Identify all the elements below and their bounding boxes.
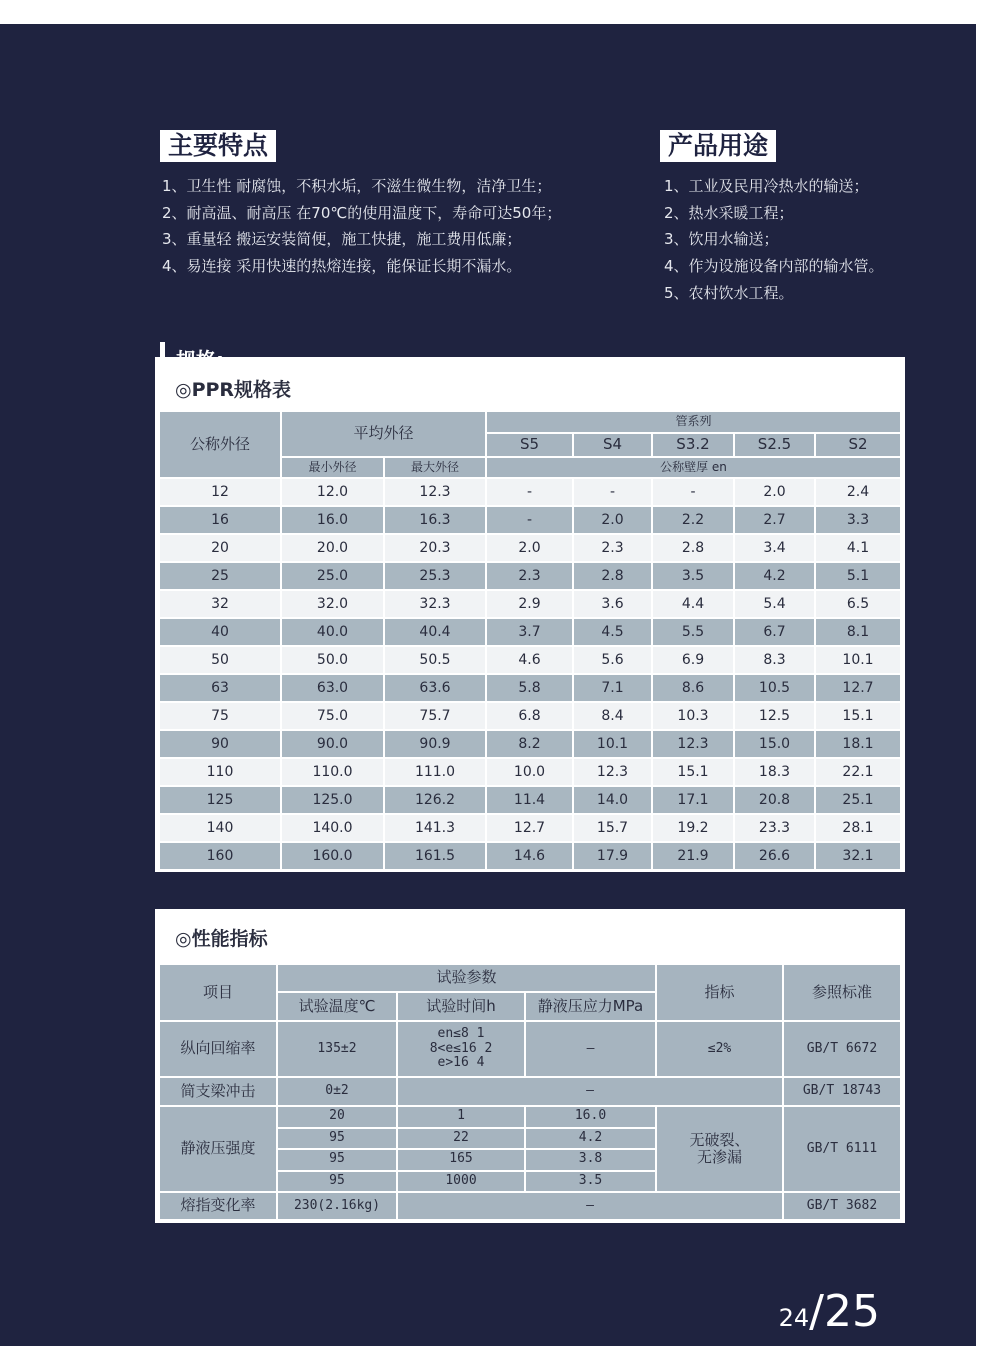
perf-cell: ≤2% (657, 1022, 782, 1076)
table-cell: 12.7 (487, 815, 572, 841)
table-cell: 10.1 (574, 731, 651, 757)
table-cell: 110 (160, 759, 280, 785)
table-cell: 15.7 (574, 815, 651, 841)
table-cell: 4.2 (735, 563, 814, 589)
table-cell: 160 (160, 843, 280, 869)
table-cell: 15.0 (735, 731, 814, 757)
header-series-S2: S2 (816, 434, 900, 456)
perf-header-standard: 参照标准 (784, 965, 900, 1020)
spec-panel (155, 357, 905, 872)
table-cell: 110.0 (282, 759, 383, 785)
table-cell: 26.6 (735, 843, 814, 869)
page-number-slash: / (809, 1286, 824, 1337)
table-cell: 10.5 (735, 675, 814, 701)
table-cell: 3.5 (653, 563, 733, 589)
table-cell: 6.9 (653, 647, 733, 673)
use-item: 5、农村饮水工程。 (664, 283, 794, 302)
perf-cell: 1 (398, 1107, 524, 1127)
table-cell: 3.4 (735, 535, 814, 561)
perf-row-name: 静液压强度 (160, 1107, 276, 1191)
table-cell: 8.4 (574, 703, 651, 729)
table-cell: 19.2 (653, 815, 733, 841)
table-cell: 22.1 (816, 759, 900, 785)
table-cell: 3.7 (487, 619, 572, 645)
table-cell: 3.3 (816, 507, 900, 533)
perf-cell: GB/T 6672 (784, 1022, 900, 1076)
table-cell: 16 (160, 507, 280, 533)
header-series-S5: S5 (487, 434, 572, 456)
perf-cell-index-lines: 无破裂、 无渗漏 (657, 1107, 782, 1191)
table-cell: 18.3 (735, 759, 814, 785)
table-cell: 40.0 (282, 619, 383, 645)
table-cell: 5.4 (735, 591, 814, 617)
perf-cell: 20 (278, 1107, 396, 1127)
table-cell: 20.8 (735, 787, 814, 813)
table-cell: 12.3 (385, 479, 485, 505)
perf-table-title: ◎性能指标 (175, 928, 268, 950)
perf-header-time: 试验时间h (398, 993, 524, 1020)
table-cell: 32.3 (385, 591, 485, 617)
table-cell: 14.6 (487, 843, 572, 869)
table-cell: 4.6 (487, 647, 572, 673)
perf-cell: 230(2.16kg) (278, 1193, 396, 1219)
perf-header-index: 指标 (657, 965, 782, 1020)
table-cell: 126.2 (385, 787, 485, 813)
perf-cell: 1000 (398, 1172, 524, 1192)
table-cell: 5.1 (816, 563, 900, 589)
perf-header-temp: 试验温度℃ (278, 993, 396, 1020)
table-cell: 21.9 (653, 843, 733, 869)
table-cell: 40.4 (385, 619, 485, 645)
table-cell: 17.1 (653, 787, 733, 813)
feature-item: 3、重量轻 搬运安装简便，施工快捷，施工费用低廉； (162, 230, 522, 249)
table-cell: 20.0 (282, 535, 383, 561)
perf-row-name: 简支梁冲击 (160, 1078, 276, 1105)
table-cell: 141.3 (385, 815, 485, 841)
table-cell: 7.1 (574, 675, 651, 701)
table-cell: 16.0 (282, 507, 383, 533)
feature-item: 2、耐高温、耐高压 在70℃的使用温度下，寿命可达50年； (162, 203, 562, 222)
table-cell: 4.1 (816, 535, 900, 561)
perf-cell: – (398, 1078, 782, 1105)
table-cell: 2.0 (735, 479, 814, 505)
header-pipe-series: 管系列 (487, 412, 900, 432)
perf-cell-time-lines: en≤8 1 8<e≤16 2 e>16 4 (398, 1022, 524, 1076)
page-number-left: 24 (778, 1304, 810, 1332)
table-cell: 25.3 (385, 563, 485, 589)
table-cell: 63 (160, 675, 280, 701)
uses-list (664, 173, 884, 306)
perf-cell: 3.8 (526, 1150, 655, 1170)
table-cell: 2.3 (574, 535, 651, 561)
table-cell: 2.0 (487, 535, 572, 561)
header-min-diameter: 最小外径 (282, 458, 383, 477)
perf-row-name: 纵向回缩率 (160, 1022, 276, 1076)
header-nominal-diameter: 公称外径 (160, 412, 280, 477)
table-cell: 2.0 (574, 507, 651, 533)
table-cell: 63.0 (282, 675, 383, 701)
perf-cell: 135±2 (278, 1022, 396, 1076)
table-cell: 3.6 (574, 591, 651, 617)
table-cell: - (574, 479, 651, 505)
header-series-S2.5: S2.5 (735, 434, 814, 456)
table-cell: 4.5 (574, 619, 651, 645)
perf-header-stress: 静液压应力MPa (526, 993, 655, 1020)
spec-table-title: ◎PPR规格表 (175, 379, 292, 401)
table-cell: 15.1 (653, 759, 733, 785)
table-cell: 25.1 (816, 787, 900, 813)
page-number-right: 25 (824, 1286, 880, 1337)
table-cell: 75.7 (385, 703, 485, 729)
table-cell: 12 (160, 479, 280, 505)
uses-title: 产品用途 (660, 130, 776, 162)
table-cell: 25.0 (282, 563, 383, 589)
table-cell: 32 (160, 591, 280, 617)
perf-cell: 95 (278, 1172, 396, 1192)
perf-header-params: 试验参数 (278, 965, 655, 991)
table-cell: 5.8 (487, 675, 572, 701)
header-series-S3.2: S3.2 (653, 434, 733, 456)
features-title: 主要特点 (160, 130, 276, 162)
table-cell: 90.0 (282, 731, 383, 757)
table-cell: 161.5 (385, 843, 485, 869)
table-cell: 2.8 (653, 535, 733, 561)
table-cell: 75 (160, 703, 280, 729)
use-item: 2、热水采暖工程； (664, 203, 794, 222)
table-cell: 32.1 (816, 843, 900, 869)
perf-cell: 4.2 (526, 1129, 655, 1149)
table-cell: 140 (160, 815, 280, 841)
table-cell: 10.0 (487, 759, 572, 785)
perf-cell: GB/T 3682 (784, 1193, 900, 1219)
table-cell: 12.0 (282, 479, 383, 505)
table-cell: 111.0 (385, 759, 485, 785)
table-cell: 2.9 (487, 591, 572, 617)
table-cell: 17.9 (574, 843, 651, 869)
feature-item: 4、易连接 采用快速的热熔连接，能保证长期不漏水。 (162, 257, 522, 276)
perf-cell: 165 (398, 1150, 524, 1170)
header-average-diameter: 平均外径 (282, 412, 485, 456)
features-list (162, 173, 561, 280)
perf-row-name: 熔指变化率 (160, 1193, 276, 1219)
table-cell: 140.0 (282, 815, 383, 841)
use-item: 1、工业及民用冷热水的输送； (664, 177, 869, 195)
table-cell: 6.5 (816, 591, 900, 617)
use-item: 3、饮用水输送； (664, 230, 779, 249)
table-cell: 10.1 (816, 647, 900, 673)
table-cell: 40 (160, 619, 280, 645)
table-cell: 12.3 (574, 759, 651, 785)
table-cell: 6.7 (735, 619, 814, 645)
table-cell: 16.3 (385, 507, 485, 533)
table-cell: 20.3 (385, 535, 485, 561)
table-cell: 15.1 (816, 703, 900, 729)
perf-cell: 22 (398, 1129, 524, 1149)
table-cell: - (487, 507, 572, 533)
table-cell: 8.3 (735, 647, 814, 673)
table-cell: 23.3 (735, 815, 814, 841)
table-cell: 10.3 (653, 703, 733, 729)
perf-header-item: 项目 (160, 965, 276, 1020)
perf-cell: GB/T 18743 (784, 1078, 900, 1105)
table-cell: 2.7 (735, 507, 814, 533)
perf-cell: – (398, 1193, 782, 1219)
page-number (779, 1286, 880, 1337)
table-cell: 50 (160, 647, 280, 673)
header-max-diameter: 最大外径 (385, 458, 485, 477)
perf-cell: 95 (278, 1150, 396, 1170)
catalog-page (0, 24, 976, 1346)
table-cell: 8.6 (653, 675, 733, 701)
table-cell: 11.4 (487, 787, 572, 813)
table-cell: 5.6 (574, 647, 651, 673)
spec-table (160, 412, 900, 867)
table-cell: 50.0 (282, 647, 383, 673)
use-item: 4、作为设施设备内部的输水管。 (664, 257, 884, 276)
table-cell: 14.0 (574, 787, 651, 813)
table-cell: 8.2 (487, 731, 572, 757)
perf-cell: 0±2 (278, 1078, 396, 1105)
table-cell: 32.0 (282, 591, 383, 617)
table-cell: 90 (160, 731, 280, 757)
perf-cell: GB/T 6111 (784, 1107, 900, 1191)
perf-cell: – (526, 1022, 655, 1076)
table-cell: 50.5 (385, 647, 485, 673)
perf-panel (155, 909, 905, 1223)
table-cell: 6.8 (487, 703, 572, 729)
table-cell: 90.9 (385, 731, 485, 757)
table-cell: 5.5 (653, 619, 733, 645)
table-cell: 12.5 (735, 703, 814, 729)
table-cell: 2.4 (816, 479, 900, 505)
table-cell: 20 (160, 535, 280, 561)
table-cell: 125 (160, 787, 280, 813)
table-cell: 75.0 (282, 703, 383, 729)
perf-cell: 16.0 (526, 1107, 655, 1127)
table-cell: 2.3 (487, 563, 572, 589)
table-cell: - (653, 479, 733, 505)
table-cell: 160.0 (282, 843, 383, 869)
table-cell: 18.1 (816, 731, 900, 757)
table-cell: 2.8 (574, 563, 651, 589)
table-cell: 2.2 (653, 507, 733, 533)
table-cell: 63.6 (385, 675, 485, 701)
perf-cell: 95 (278, 1129, 396, 1149)
feature-item: 1、卫生性 耐腐蚀，不积水垢，不滋生微生物，洁净卫生； (162, 177, 552, 195)
header-wall-thickness: 公称壁厚 en (487, 458, 900, 477)
table-cell: 12.3 (653, 731, 733, 757)
table-cell: 28.1 (816, 815, 900, 841)
table-cell: 8.1 (816, 619, 900, 645)
table-cell: 25 (160, 563, 280, 589)
table-cell: - (487, 479, 572, 505)
perf-cell: 3.5 (526, 1172, 655, 1192)
perf-table (160, 965, 900, 1219)
table-cell: 125.0 (282, 787, 383, 813)
table-cell: 4.4 (653, 591, 733, 617)
table-cell: 12.7 (816, 675, 900, 701)
header-series-S4: S4 (574, 434, 651, 456)
